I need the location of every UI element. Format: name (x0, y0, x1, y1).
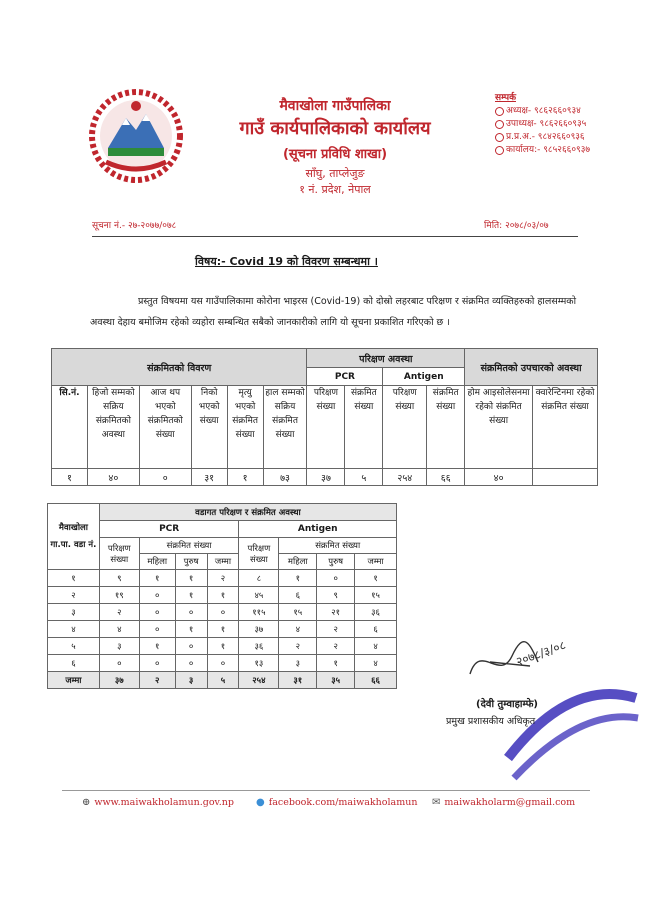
table-cell: १५ (279, 604, 317, 621)
table-cell: १९ (99, 587, 139, 604)
column-header: परिक्षण संख्या (383, 386, 427, 469)
table-cell: ५ (345, 469, 383, 486)
contact-item: उपाध्यक्ष- ९८६२६६०९३५ (495, 118, 590, 131)
table-cell: २१ (317, 604, 355, 621)
table-cell: १३ (239, 655, 279, 672)
office-stamp (500, 668, 640, 788)
ward-number-cell: २ (48, 587, 100, 604)
table-cell: ३६ (355, 604, 397, 621)
column-header: सि.नं. (52, 386, 88, 469)
footer-divider (62, 790, 590, 791)
table-cell: ३७ (99, 672, 139, 689)
table-cell: ० (175, 655, 207, 672)
table-row (48, 655, 397, 672)
group-testing-header: परिक्षण अवस्था (307, 349, 465, 368)
table-cell: १ (207, 587, 239, 604)
municipality-name: मैवाखोला गाउँपालिका (279, 98, 391, 114)
table-cell: ३७ (307, 469, 345, 486)
globe-icon: ⊕ (82, 797, 91, 808)
table-cell: ६ (279, 587, 317, 604)
ward-number-cell: ६ (48, 655, 100, 672)
infected-count-header: संक्रमित संख्या (139, 538, 239, 554)
table-cell: ३१ (279, 672, 317, 689)
contact-item: अध्यक्ष- ९८६२६६०९३४ (495, 105, 590, 118)
table-cell: १ (227, 469, 263, 486)
ward-table-title: वडागत परिक्षण र संक्रमित अवस्था (99, 504, 396, 521)
table-row (48, 587, 397, 604)
table-cell: ० (175, 638, 207, 655)
header-divider (92, 236, 578, 237)
mail-icon: ✉ (432, 797, 441, 808)
column-header: हाल सम्मको सक्रिय संक्रमित संख्या (263, 386, 307, 469)
ward-number-cell: ३ (48, 604, 100, 621)
infected-count-header: संक्रमित संख्या (279, 538, 397, 554)
notice-date: मिति: २०७८/०३/०७ (484, 221, 549, 231)
ward-number-cell: जम्मा (48, 672, 100, 689)
antigen-header: Antigen (383, 368, 465, 386)
table-cell: १ (207, 638, 239, 655)
table-cell: ४५ (239, 587, 279, 604)
email-link[interactable]: maiwakholarm@gmail.com (444, 797, 576, 808)
table-row (48, 570, 397, 587)
column-header: होम आइसोलेसनमा रहेको संक्रमित संख्या (465, 386, 533, 469)
column-header: हिजो सम्मको सक्रिय संक्रमितको अवस्था (87, 386, 139, 469)
table-cell: ० (139, 604, 175, 621)
contact-heading: सम्पर्क (495, 93, 516, 103)
group-treatment-header: संक्रमितको उपचारको अवस्था (465, 349, 598, 386)
office-name: गाउँ कार्यपालिकाको कार्यालय (239, 118, 431, 139)
svg-text:२०७८/३/०८: २०७८/३/०८ (514, 637, 568, 669)
ward-wise-table (47, 503, 397, 689)
table-row (48, 604, 397, 621)
table-cell: ३ (279, 655, 317, 672)
table-cell: ३६ (239, 638, 279, 655)
table-cell: २ (317, 621, 355, 638)
address-line1: साँघु, ताप्लेजुङ (305, 167, 365, 180)
table-cell: ४० (465, 469, 533, 486)
notice-number: सूचना नं.- २७-२०७७/०७८ (92, 221, 177, 231)
phone-icon (495, 146, 504, 155)
table-cell: ३७ (239, 621, 279, 638)
table-cell: १ (317, 655, 355, 672)
column-header: आज थप भएको संक्रमितको संख्या (139, 386, 191, 469)
female-header: महिला (279, 554, 317, 570)
column-header: संक्रमित संख्या (427, 386, 465, 469)
total-header: जम्मा (207, 554, 239, 570)
signatory-title: प्रमुख प्रशासकीय अधिकृत (446, 716, 536, 727)
table-cell: १ (175, 587, 207, 604)
contact-block (495, 92, 590, 157)
table-cell: ९ (317, 587, 355, 604)
signatory-name: (देवी तुम्वाहाम्फे) (476, 699, 538, 710)
table-cell: ३५ (317, 672, 355, 689)
table-cell: १ (207, 621, 239, 638)
table-cell: ० (175, 604, 207, 621)
male-header: पुरुष (175, 554, 207, 570)
table-cell: ० (139, 469, 191, 486)
table-cell: १ (175, 570, 207, 587)
section-name: (सूचना प्रविधि शाखा) (282, 147, 388, 162)
table-row (52, 469, 598, 486)
nepal-emblem-logo (88, 88, 184, 184)
ward-number-cell: १ (48, 570, 100, 587)
table-cell: ० (99, 655, 139, 672)
pcr-header: PCR (307, 368, 383, 386)
ward-column-header: मैवाखोला गा.पा. वडा नं. (48, 504, 100, 570)
facebook-icon: ● (256, 797, 265, 808)
table-cell: २ (207, 570, 239, 587)
phone-icon (495, 107, 504, 116)
table-cell (533, 469, 598, 486)
table-cell: १ (355, 570, 397, 587)
table-cell: ६ (355, 621, 397, 638)
table-cell: २ (279, 638, 317, 655)
table-cell: ४० (87, 469, 139, 486)
table-cell: २ (317, 638, 355, 655)
test-count-header: परिक्षण संख्या (99, 538, 139, 570)
table-cell: १ (279, 570, 317, 587)
table-cell: १ (139, 570, 175, 587)
footer-website[interactable] (82, 797, 234, 808)
subject-line: विषय:- Covid 19 को विवरण सम्बन्धमा । (195, 255, 378, 268)
table-cell: ० (207, 604, 239, 621)
column-header: संक्रमित संख्या (345, 386, 383, 469)
table-cell: १५ (355, 587, 397, 604)
table-cell: ६६ (355, 672, 397, 689)
table-cell: ० (139, 655, 175, 672)
column-header: निको भएको संख्या (191, 386, 227, 469)
table-cell: ३१ (191, 469, 227, 486)
address-line2: १ नं. प्रदेश, नेपाल (299, 183, 371, 196)
test-count-header: परिक्षण संख्या (239, 538, 279, 570)
table-row (48, 638, 397, 655)
phone-icon (495, 133, 504, 142)
table-cell: ४ (355, 638, 397, 655)
table-cell: २५४ (383, 469, 427, 486)
ward-number-cell: ४ (48, 621, 100, 638)
covid-summary-table (51, 348, 598, 486)
total-row (48, 672, 397, 689)
column-header: क्वारेन्टिनमा रहेको संक्रमित संख्या (533, 386, 598, 469)
table-cell: ० (139, 621, 175, 638)
table-cell: १ (139, 638, 175, 655)
table-cell: १ (175, 621, 207, 638)
facebook-link[interactable]: facebook.com/maiwakholamun (268, 797, 418, 808)
contact-item: प्र.प्र.अ.- ९८४२६६०९३६ (495, 131, 590, 144)
ward-number-cell: ५ (48, 638, 100, 655)
table-cell: २५४ (239, 672, 279, 689)
table-cell: ८ (239, 570, 279, 587)
table-cell: ९ (99, 570, 139, 587)
phone-icon (495, 120, 504, 129)
male-header: पुरुष (317, 554, 355, 570)
contact-item: कार्यालय:- ९८५२६६०९३७ (495, 144, 590, 157)
notice-paragraph: प्रस्तुत विषयमा यस गाउँपालिकामा कोरोना भाइरस (Covid-19) को दोस्रो लहरबाट परिक्षण र संक्रमित व्यक्तिहरुको हालसम्मको अवस्था देहाय बमोजिम रहेको व्यहोरा सम्बन्धित सबैको जानकारीको लागि यो सूचना प्रकाशित गरिएको छ । (90, 296, 577, 328)
table-cell: ५ (207, 672, 239, 689)
column-header: मृत्यु भएको संक्रमित संख्या (227, 386, 263, 469)
website-link[interactable]: www.maiwakholamun.gov.np (94, 797, 235, 808)
female-header: महिला (139, 554, 175, 570)
total-header: जम्मा (355, 554, 397, 570)
antigen-header: Antigen (239, 521, 397, 538)
table-cell: ० (317, 570, 355, 587)
pcr-header: PCR (99, 521, 239, 538)
table-cell: ० (207, 655, 239, 672)
table-cell: १ (52, 469, 88, 486)
table-cell: ३ (99, 638, 139, 655)
table-cell: ४ (355, 655, 397, 672)
table-cell: ४ (99, 621, 139, 638)
table-cell: ११५ (239, 604, 279, 621)
table-cell: ३ (175, 672, 207, 689)
column-header: परिक्षण संख्या (307, 386, 345, 469)
table-cell: ६६ (427, 469, 465, 486)
table-row (48, 621, 397, 638)
footer-facebook[interactable] (256, 797, 417, 808)
table-cell: ० (139, 587, 175, 604)
footer-email[interactable] (432, 797, 575, 808)
table-cell: ४ (279, 621, 317, 638)
group-infected-header: संक्रमितको विवरण (52, 349, 307, 386)
table-cell: ७३ (263, 469, 307, 486)
table-cell: २ (139, 672, 175, 689)
table-cell: २ (99, 604, 139, 621)
